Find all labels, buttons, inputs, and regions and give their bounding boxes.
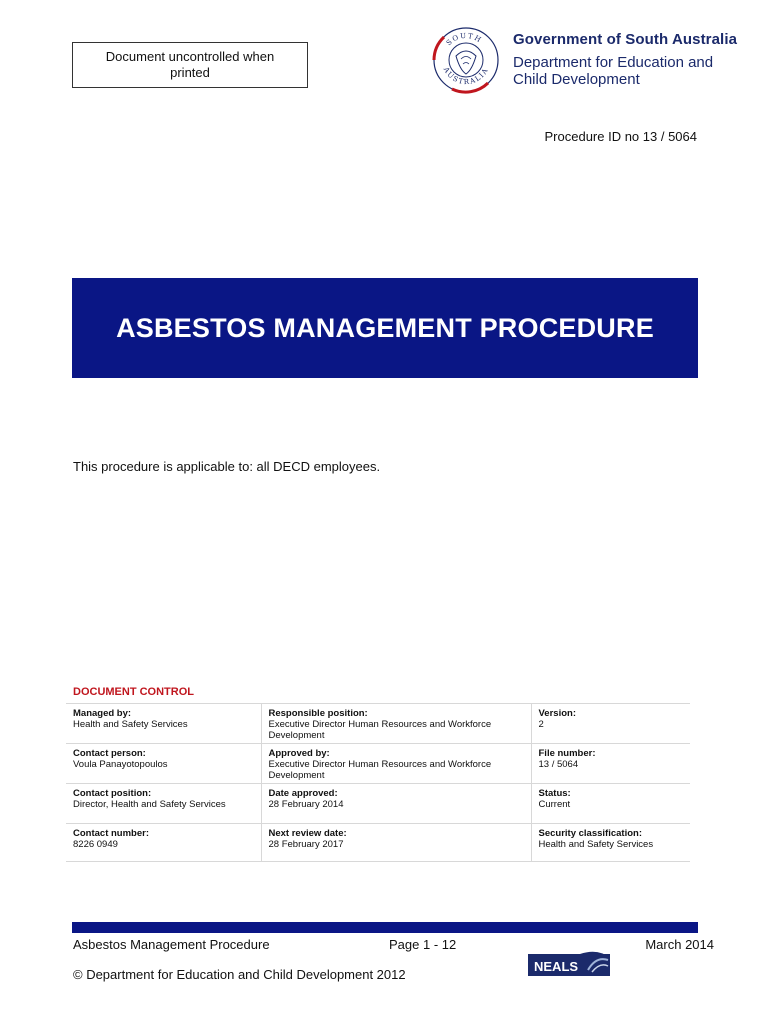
table-cell (261, 824, 531, 862)
footer-bar (72, 922, 698, 933)
table-row (66, 824, 690, 862)
table-cell (66, 704, 261, 744)
footer-copyright: © Department for Education and Child Development 2012 (73, 967, 406, 982)
gov-title: Government of South Australia (513, 31, 738, 48)
table-cell (261, 784, 531, 824)
field-label: Next review date: (268, 828, 347, 839)
svg-text:SOUTH (445, 32, 484, 47)
department-line-2: Child Development (513, 71, 640, 88)
field-value: 8226 0949 (73, 839, 118, 850)
crest-text-top: SOUTH (444, 31, 484, 48)
field-label: Version: (538, 708, 576, 719)
table-cell (261, 744, 531, 784)
table-row (66, 704, 690, 744)
table-cell (66, 784, 261, 824)
table-row (66, 784, 690, 824)
government-branding (513, 31, 737, 88)
field-value: 28 February 2014 (268, 799, 344, 810)
page-title: ASBESTOS MANAGEMENT PROCEDURE (116, 312, 654, 343)
footer-document-name: Asbestos Management Procedure (73, 937, 270, 952)
crest-text-bottom: AUSTRALIA (441, 65, 491, 87)
table-cell (531, 744, 690, 784)
table-cell (531, 704, 690, 744)
field-value: Health and Safety Services (538, 839, 654, 850)
table-row (66, 744, 690, 784)
field-value: Voula Panayotopoulos (73, 759, 168, 770)
field-value: 28 February 2017 (268, 839, 344, 850)
uncontrolled-notice: Document uncontrolled when printed (105, 49, 275, 80)
field-label: Approved by: (268, 748, 330, 759)
field-label: Contact person: (73, 748, 146, 759)
procedure-id: Procedure ID no 13 / 5064 (544, 129, 697, 144)
table-cell (531, 824, 690, 862)
department-line-1: Department for Education and (513, 54, 714, 71)
field-label: Responsible position: (268, 708, 368, 719)
table-cell (261, 704, 531, 744)
table-cell (531, 784, 690, 824)
field-label: Status: (538, 788, 571, 799)
field-label: File number: (538, 748, 596, 759)
table-cell (66, 824, 261, 862)
document-control-heading: DOCUMENT CONTROL (73, 686, 194, 698)
field-value: Current (538, 799, 571, 810)
field-value: Executive Director Human Resources and Workforce Development (268, 719, 492, 741)
field-label: Contact number: (73, 828, 149, 839)
field-label: Date approved: (268, 788, 338, 799)
field-value: Director, Health and Safety Services (73, 799, 226, 810)
footer-page-number: Page 1 - 12 (389, 937, 457, 952)
field-label: Contact position: (73, 788, 152, 799)
document-control-table (66, 703, 690, 862)
department-name (513, 54, 737, 88)
south-australia-crest-logo (432, 26, 500, 94)
field-value: Health and Safety Services (73, 719, 188, 730)
field-label: Security classification: (538, 828, 642, 839)
title-band (72, 278, 698, 378)
field-value: 2 (538, 719, 544, 730)
field-label: Managed by: (73, 708, 132, 719)
field-value: 13 / 5064 (538, 759, 579, 770)
applicability-statement: This procedure is applicable to: all DECD employees. (73, 459, 381, 474)
svg-text:AUSTRALIA (441, 65, 490, 86)
neals-logo-text: NEALS (534, 959, 579, 974)
uncontrolled-notice-box (72, 42, 308, 88)
table-cell (66, 744, 261, 784)
footer-date: March 2014 (645, 937, 714, 952)
field-value: Executive Director Human Resources and Workforce Development (268, 759, 492, 781)
neals-logo (528, 950, 610, 978)
